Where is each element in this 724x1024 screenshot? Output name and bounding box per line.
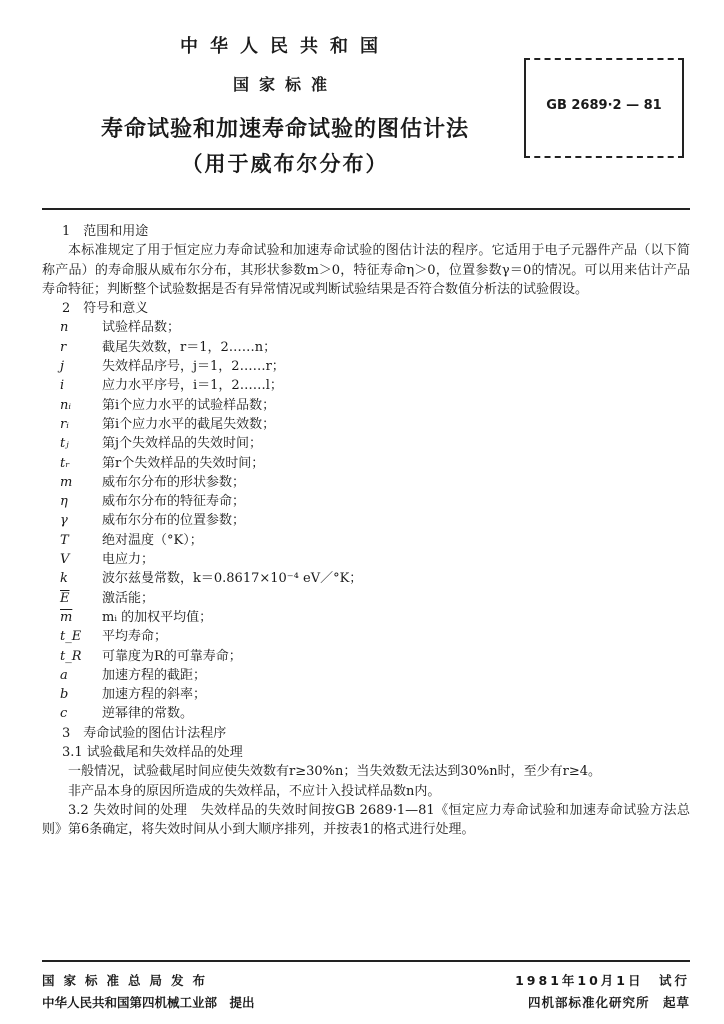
symbol-description: 截尾失效数，r＝1，2……n； (102, 339, 277, 355)
symbol-description: 绝对温度（°K）； (102, 532, 203, 548)
section-3-heading: 3 寿命试验的图估计法程序 (62, 725, 227, 741)
symbol-row (42, 704, 690, 723)
symbol-row (42, 376, 690, 395)
section-1-paragraph: 本标准规定了用于恒定应力寿命试验和加速寿命试验的图估计法的程序。它适用于电子元器件产品（以下简称产品）的寿命服从威布尔分布，其形状参数m＞0，特征寿命η＞0，位置参数γ＝0的情况。可以用来估计产品寿命特征；判断整个试验数据是否有异常情况或判断试验结果是否符合数值分析法的试验假设。 (42, 243, 690, 297)
section-3-1-paragraph-2: 非产品本身的原因所造成的失效样品，不应计入投试样品数n内。 (68, 783, 441, 799)
symbol-description: 加速方程的截距； (102, 667, 207, 683)
symbol: tⱼ (60, 436, 69, 452)
symbol: rᵢ (60, 416, 69, 432)
document-body (42, 222, 690, 840)
section-1-heading: 1 范围和用途 (62, 224, 149, 239)
symbol-description: 电应力； (102, 552, 155, 568)
symbol: c (60, 706, 68, 722)
symbol-description: 激活能； (102, 590, 155, 606)
symbol-row (42, 550, 690, 569)
symbol-row (42, 666, 690, 685)
section-2-heading: 2 符号和意义 (62, 301, 149, 317)
document-title: 寿命试验和加速寿命试验的图估计法 (100, 117, 469, 142)
symbol: r (60, 339, 67, 355)
symbol-row (42, 473, 690, 492)
footer-drafter: 四机部标准化研究所 起草 (527, 995, 690, 1010)
symbol: $\overline{m}$ (60, 609, 73, 625)
symbol-description: 失效样品序号，j＝1，2……r； (102, 359, 285, 375)
section-3-2-paragraph: 3.2 失效时间的处理 失效样品的失效时间按GB 2689·1—81《恒定应力寿命试验和加速寿命试验方法总则》第6条确定，将失效时间从小到大顺序排列，并按表1的格式进行处理。 (42, 802, 690, 838)
symbol-row (42, 415, 690, 434)
symbol-description: 波尔兹曼常数，k＝0.8617×10⁻⁴ eV／°K； (102, 571, 363, 587)
symbol-row (42, 357, 690, 376)
symbol-row (42, 338, 690, 357)
section-3-1-heading: 3.1 试验截尾和失效样品的处理 (62, 745, 243, 761)
symbol-description: 第j个失效样品的失效时间； (102, 436, 263, 452)
symbol-description: 平均寿命； (102, 629, 168, 645)
symbol: k (60, 571, 68, 587)
footer-proposer: 中华人民共和国第四机械工业部 提出 (42, 995, 255, 1010)
symbol-description: 第i个应力水平的试验样品数； (102, 397, 276, 413)
symbol: n (60, 320, 69, 336)
symbol-row (42, 608, 690, 627)
symbol-row (42, 434, 690, 453)
symbol-row (42, 492, 690, 511)
standard-code: GB 2689·2 — 81 (546, 98, 662, 113)
symbol: a (60, 667, 68, 683)
symbol-description: 应力水平序号，i＝1，2……l； (102, 378, 283, 394)
symbol-description: 逆幂律的常数。 (102, 706, 194, 722)
symbol: b (60, 687, 69, 703)
symbol-row (42, 454, 690, 473)
document-subtitle: （用于威布尔分布） (181, 152, 389, 176)
symbol: nᵢ (60, 397, 71, 413)
standard-code-box (524, 58, 684, 158)
symbol-description: 威布尔分布的位置参数； (102, 513, 246, 529)
symbol: i (60, 378, 65, 394)
footer-date: 1981年10月1日 试行 (515, 973, 690, 988)
symbol-description: 威布尔分布的特征寿命； (102, 494, 246, 510)
symbol: η (60, 494, 68, 510)
symbol: m (60, 474, 73, 490)
symbol-description: 可靠度为R的可靠寿命； (102, 648, 242, 664)
symbol-description: 加速方程的斜率； (102, 687, 207, 703)
symbol: $\overline{E}$ (60, 590, 70, 606)
symbol-row (42, 589, 690, 608)
symbol: j (60, 359, 65, 375)
symbol-description: 第r个失效样品的失效时间； (102, 455, 265, 471)
symbol-row (42, 511, 690, 530)
standard-type: 国家标准 (232, 75, 337, 94)
section-3-1-paragraph-1: 一般情况，试验截尾时间应使失效数有r≥30%n；当失效数无法达到30%n时，至少有r≥4。 (68, 764, 602, 780)
footer-divider (42, 960, 690, 962)
country-name: 中华人民共和国 (180, 36, 390, 57)
symbol: γ (60, 513, 68, 529)
symbol: t_E (60, 629, 82, 645)
header-divider (42, 208, 690, 210)
symbol-row (42, 569, 690, 588)
symbol-description: 试验样品数； (102, 320, 181, 336)
symbol: V (60, 552, 70, 568)
symbol-row (42, 685, 690, 704)
symbol: tᵣ (60, 455, 70, 471)
symbol: t_R (60, 648, 82, 664)
symbol-row (42, 627, 690, 646)
symbol-row (42, 531, 690, 550)
symbol-row (42, 396, 690, 415)
symbol-description: mᵢ 的加权平均值； (102, 609, 213, 625)
symbol-description: 第i个应力水平的截尾失效数； (102, 416, 276, 432)
symbol-description: 威布尔分布的形状参数； (102, 474, 246, 490)
symbol-row (42, 318, 690, 337)
symbol-row (42, 647, 690, 666)
symbol: T (60, 532, 69, 548)
footer-issuer: 国家标准总局发布 (42, 973, 215, 988)
symbol-list (42, 318, 690, 723)
